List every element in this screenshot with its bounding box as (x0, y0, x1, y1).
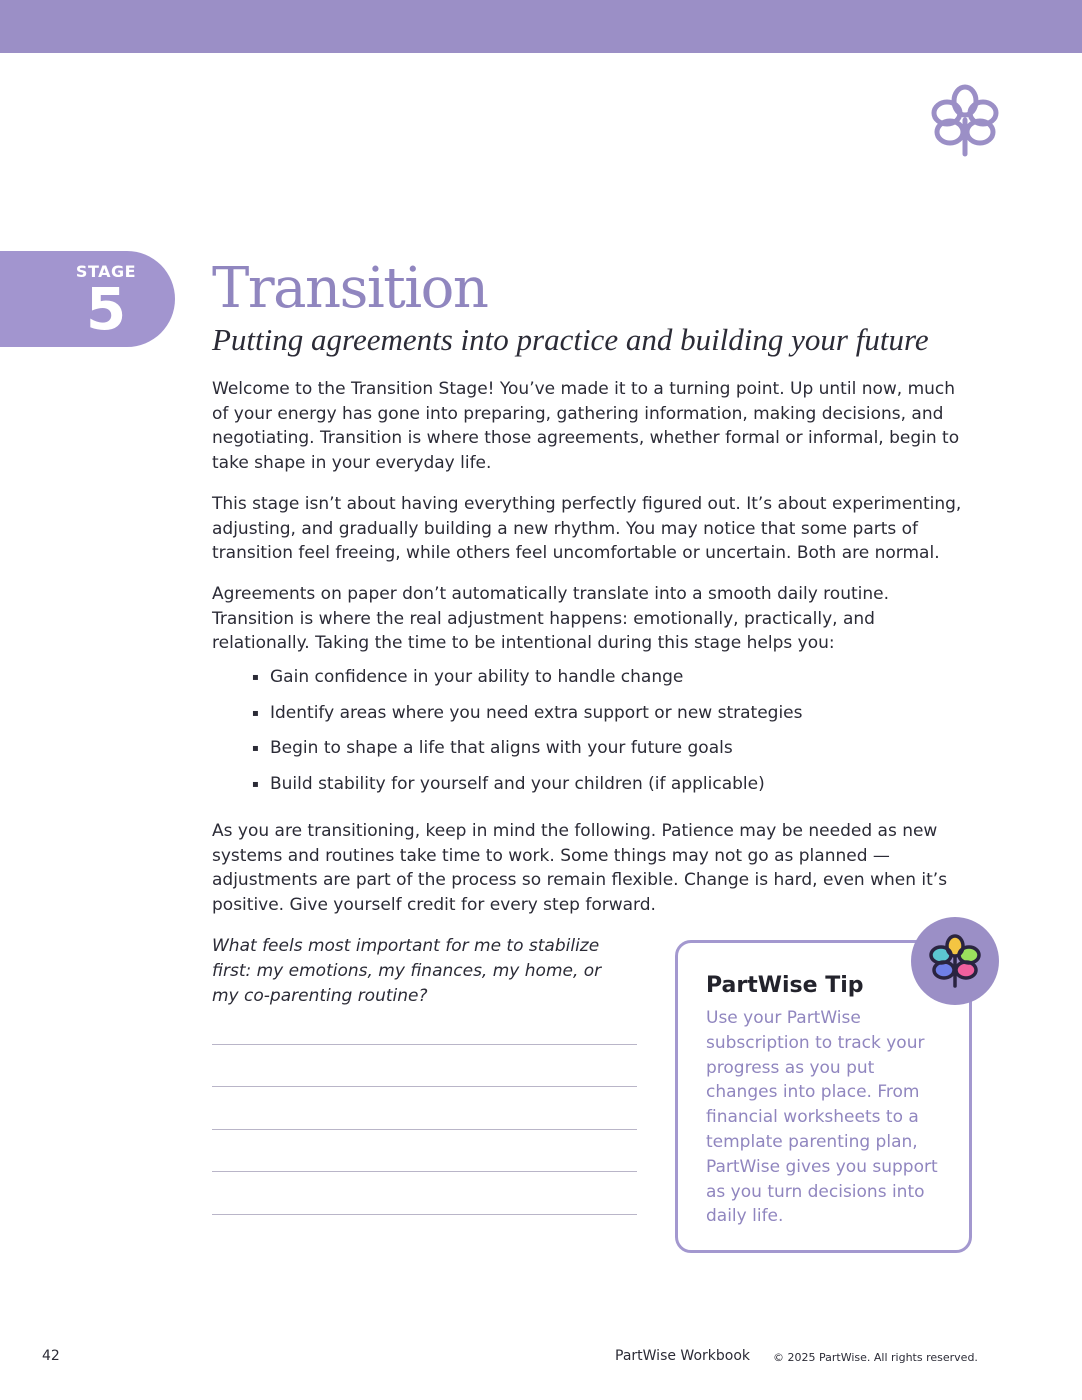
list-item: ▪ Gain confidence in your ability to handle change (252, 665, 952, 701)
writing-line[interactable] (212, 1171, 637, 1172)
top-banner (0, 0, 1082, 53)
agreements-paragraph: Agreements on paper don’t automatically translate into a smooth daily routine. Transition is where the real adjustment happens: emotionally, practically, and relationally. Taking the time to be intentional during this stage helps you: (212, 584, 890, 654)
benefits-list (252, 665, 952, 807)
tip-text: Use your PartWise subscription to track your progress as you put changes into place. From financial worksheets to a template parenting plan, PartWise gives you support as you turn decisions into daily life. (706, 1008, 938, 1227)
tip-title: PartWise Tip (706, 973, 864, 998)
writing-line[interactable] (212, 1129, 637, 1130)
reminder-paragraph: As you are transitioning, keep in mind the following. Patience may be needed as new systems and routines take time to work. Some things may not go as planned — adjustments are part of the process so remain flexible. Change is hard, even when it’s positive. Give yourself credit for every step forward. (212, 821, 948, 916)
stage-paragraph: This stage isn’t about having everything perfectly figured out. It’s about experimenting, adjusting, and gradually building a new rhythm. You may notice that some parts of transition feel freeing, while others feel uncomfortable or uncertain. Both are normal. (212, 494, 962, 564)
reflection-prompt: What feels most important for me to stabilize first: my emotions, my finances, my home, or my co-parenting routine? (212, 936, 602, 1006)
butterfly-badge-icon (925, 931, 985, 991)
writing-line[interactable] (212, 1214, 637, 1215)
stage-number: 5 (85, 275, 127, 343)
list-item: ▪ Build stability for yourself and your children (if applicable) (252, 772, 952, 808)
footer-title: PartWise Workbook (615, 1348, 750, 1364)
tip-badge (911, 917, 999, 1005)
stage-label: STAGE (75, 262, 137, 281)
page-number: 42 (42, 1348, 60, 1364)
writing-line[interactable] (212, 1086, 637, 1087)
page-title: Transition (212, 256, 488, 321)
intro-paragraph: Welcome to the Transition Stage! You’ve made it to a turning point. Up until now, much of your energy has gone into preparing, gathering information, making decisions, and negotiating. Transition is where those agreements, whether formal or informal, begin to take shape in your everyday life. (212, 379, 960, 474)
footer-copyright: © 2025 PartWise. All rights reserved. (773, 1351, 978, 1364)
butterfly-logo-icon (926, 82, 1004, 160)
writing-line[interactable] (212, 1044, 637, 1045)
page-subtitle: Putting agreements into practice and building your future (212, 322, 929, 357)
list-item: ▪ Identify areas where you need extra support or new strategies (252, 701, 952, 737)
list-item: ▪ Begin to shape a life that aligns with your future goals (252, 736, 952, 772)
stage-tab (0, 251, 175, 347)
